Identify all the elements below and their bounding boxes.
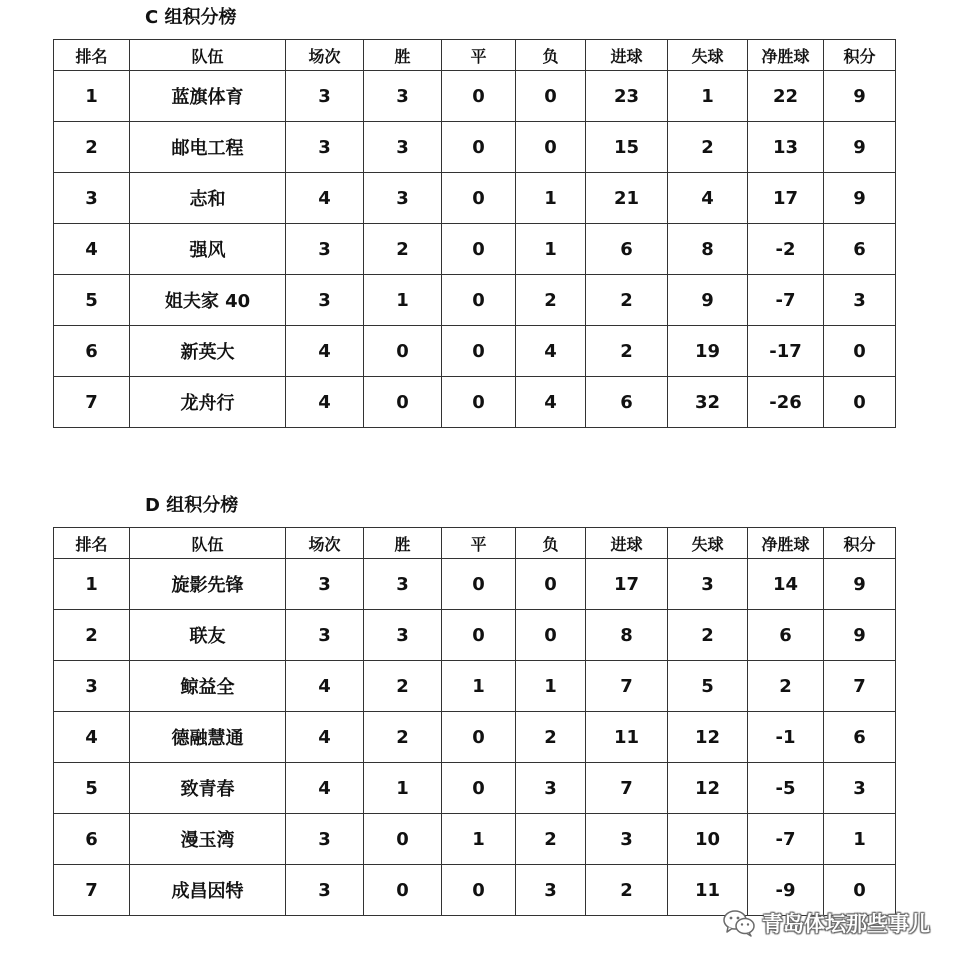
team-name-cell: 成昌因特: [130, 865, 286, 916]
table-cell: 9: [824, 71, 896, 122]
column-header: 队伍: [130, 40, 286, 71]
column-header: 负: [516, 40, 586, 71]
table-cell: 9: [668, 275, 748, 326]
table-cell: 0: [516, 610, 586, 661]
table-cell: 3: [286, 275, 364, 326]
team-name-cell: 志和: [130, 173, 286, 224]
column-header: 场次: [286, 40, 364, 71]
table-cell: 3: [286, 559, 364, 610]
table-cell: 3: [586, 814, 668, 865]
table-cell: 2: [586, 326, 668, 377]
table-cell: 11: [668, 865, 748, 916]
table-cell: 6: [586, 224, 668, 275]
team-name-cell: 龙舟行: [130, 377, 286, 428]
column-header: 平: [442, 40, 516, 71]
table-cell: 0: [364, 865, 442, 916]
group-d-title: D 组积分榜: [145, 495, 239, 516]
table-row: [54, 661, 896, 712]
table-cell: 6: [54, 326, 130, 377]
table-cell: 1: [54, 559, 130, 610]
table-header-row: [54, 40, 896, 71]
table-cell: 12: [668, 712, 748, 763]
watermark: [722, 908, 930, 938]
wechat-icon: [722, 909, 756, 937]
table-cell: 4: [54, 712, 130, 763]
table-cell: 17: [586, 559, 668, 610]
table-cell: 22: [748, 71, 824, 122]
table-cell: 3: [516, 763, 586, 814]
table-row: [54, 712, 896, 763]
table-row: [54, 71, 896, 122]
table-cell: 1: [54, 71, 130, 122]
table-cell: 3: [286, 610, 364, 661]
table-cell: 4: [516, 377, 586, 428]
table-cell: 6: [54, 814, 130, 865]
table-cell: 4: [286, 173, 364, 224]
table-cell: 3: [286, 224, 364, 275]
column-header: 失球: [668, 40, 748, 71]
table-cell: 3: [286, 71, 364, 122]
table-cell: 1: [516, 661, 586, 712]
group-c-title: C 组积分榜: [145, 7, 237, 28]
table-row: [54, 275, 896, 326]
column-header: 净胜球: [748, 40, 824, 71]
table-cell: 4: [668, 173, 748, 224]
table-cell: 5: [54, 275, 130, 326]
table-cell: 2: [364, 712, 442, 763]
table-cell: -5: [748, 763, 824, 814]
column-header: 净胜球: [748, 528, 824, 559]
table-cell: 6: [824, 712, 896, 763]
table-cell: 3: [824, 763, 896, 814]
table-cell: 14: [748, 559, 824, 610]
team-name-cell: 旋影先锋: [130, 559, 286, 610]
table-cell: 0: [442, 326, 516, 377]
table-cell: 3: [668, 559, 748, 610]
table-header-row: [54, 528, 896, 559]
table-cell: -26: [748, 377, 824, 428]
table-cell: 0: [516, 122, 586, 173]
table-cell: 2: [364, 661, 442, 712]
team-name-cell: 德融慧通: [130, 712, 286, 763]
table-row: [54, 326, 896, 377]
group-c-standings-table: [53, 39, 896, 428]
table-cell: 8: [586, 610, 668, 661]
table-cell: 1: [516, 224, 586, 275]
table-cell: -7: [748, 814, 824, 865]
column-header: 积分: [824, 40, 896, 71]
table-cell: 2: [668, 610, 748, 661]
table-cell: 3: [54, 173, 130, 224]
table-cell: 12: [668, 763, 748, 814]
table-cell: 2: [54, 610, 130, 661]
table-cell: -7: [748, 275, 824, 326]
column-header: 失球: [668, 528, 748, 559]
table-cell: 0: [442, 275, 516, 326]
table-cell: 3: [364, 122, 442, 173]
table-cell: 0: [442, 122, 516, 173]
table-cell: 21: [586, 173, 668, 224]
table-cell: 2: [54, 122, 130, 173]
table-row: [54, 814, 896, 865]
team-name-cell: 新英大: [130, 326, 286, 377]
table-cell: 3: [364, 173, 442, 224]
table-row: [54, 763, 896, 814]
team-name-cell: 姐夫家 40: [130, 275, 286, 326]
table-cell: 3: [364, 559, 442, 610]
table-cell: 2: [364, 224, 442, 275]
table-cell: 0: [516, 559, 586, 610]
table-cell: 7: [586, 661, 668, 712]
column-header: 平: [442, 528, 516, 559]
column-header: 胜: [364, 528, 442, 559]
table-cell: 9: [824, 173, 896, 224]
table-cell: 9: [824, 610, 896, 661]
table-cell: 0: [364, 326, 442, 377]
table-cell: 17: [748, 173, 824, 224]
table-cell: 0: [824, 377, 896, 428]
table-cell: 0: [442, 559, 516, 610]
column-header: 进球: [586, 40, 668, 71]
table-cell: 7: [824, 661, 896, 712]
table-cell: 0: [824, 865, 896, 916]
table-cell: 3: [54, 661, 130, 712]
table-cell: 11: [586, 712, 668, 763]
team-name-cell: 蓝旗体育: [130, 71, 286, 122]
table-row: [54, 173, 896, 224]
table-row: [54, 224, 896, 275]
table-row: [54, 377, 896, 428]
table-cell: 3: [364, 71, 442, 122]
table-cell: 0: [442, 71, 516, 122]
table-cell: 7: [586, 763, 668, 814]
column-header: 积分: [824, 528, 896, 559]
table-cell: 2: [748, 661, 824, 712]
table-cell: 4: [54, 224, 130, 275]
table-cell: 1: [824, 814, 896, 865]
column-header: 负: [516, 528, 586, 559]
table-cell: -1: [748, 712, 824, 763]
table-cell: 3: [364, 610, 442, 661]
column-header: 场次: [286, 528, 364, 559]
table-cell: 1: [668, 71, 748, 122]
table-cell: 1: [364, 275, 442, 326]
table-cell: 3: [286, 865, 364, 916]
table-cell: 2: [586, 275, 668, 326]
table-cell: 0: [442, 865, 516, 916]
table-cell: 3: [516, 865, 586, 916]
table-cell: 2: [516, 814, 586, 865]
watermark-text: 青岛体坛那些事儿: [762, 912, 930, 936]
group-d-standings-table: [53, 527, 896, 916]
table-cell: -17: [748, 326, 824, 377]
table-cell: 32: [668, 377, 748, 428]
table-cell: 8: [668, 224, 748, 275]
column-header: 队伍: [130, 528, 286, 559]
table-cell: 0: [442, 173, 516, 224]
table-cell: 0: [364, 814, 442, 865]
table-cell: 4: [286, 326, 364, 377]
table-cell: 0: [516, 71, 586, 122]
table-cell: 2: [516, 712, 586, 763]
table-cell: 3: [286, 122, 364, 173]
table-cell: 2: [586, 865, 668, 916]
table-cell: 19: [668, 326, 748, 377]
table-cell: 4: [286, 377, 364, 428]
table-cell: 6: [586, 377, 668, 428]
team-name-cell: 漫玉湾: [130, 814, 286, 865]
table-cell: 9: [824, 559, 896, 610]
table-cell: 3: [824, 275, 896, 326]
team-name-cell: 鲸益全: [130, 661, 286, 712]
table-cell: 5: [668, 661, 748, 712]
table-cell: 10: [668, 814, 748, 865]
column-header: 进球: [586, 528, 668, 559]
column-header: 胜: [364, 40, 442, 71]
table-cell: 7: [54, 377, 130, 428]
team-name-cell: 强风: [130, 224, 286, 275]
table-cell: 23: [586, 71, 668, 122]
table-cell: 6: [824, 224, 896, 275]
table-cell: 0: [442, 377, 516, 428]
table-cell: 0: [442, 763, 516, 814]
table-cell: 1: [442, 814, 516, 865]
table-cell: 1: [364, 763, 442, 814]
table-cell: 4: [516, 326, 586, 377]
team-name-cell: 邮电工程: [130, 122, 286, 173]
team-name-cell: 联友: [130, 610, 286, 661]
table-cell: 1: [442, 661, 516, 712]
table-cell: 5: [54, 763, 130, 814]
table-cell: 0: [364, 377, 442, 428]
table-cell: 2: [516, 275, 586, 326]
table-cell: 0: [442, 712, 516, 763]
team-name-cell: 致青春: [130, 763, 286, 814]
table-row: [54, 610, 896, 661]
table-cell: 2: [668, 122, 748, 173]
table-cell: 13: [748, 122, 824, 173]
table-cell: 9: [824, 122, 896, 173]
table-cell: 0: [824, 326, 896, 377]
table-cell: 6: [748, 610, 824, 661]
table-cell: 0: [442, 224, 516, 275]
table-cell: 4: [286, 712, 364, 763]
table-cell: 7: [54, 865, 130, 916]
table-cell: -9: [748, 865, 824, 916]
table-row: [54, 122, 896, 173]
column-header: 排名: [54, 528, 130, 559]
table-cell: 3: [286, 814, 364, 865]
table-cell: -2: [748, 224, 824, 275]
table-cell: 1: [516, 173, 586, 224]
table-cell: 4: [286, 661, 364, 712]
table-cell: 0: [442, 610, 516, 661]
table-cell: 15: [586, 122, 668, 173]
column-header: 排名: [54, 40, 130, 71]
table-row: [54, 559, 896, 610]
table-cell: 4: [286, 763, 364, 814]
